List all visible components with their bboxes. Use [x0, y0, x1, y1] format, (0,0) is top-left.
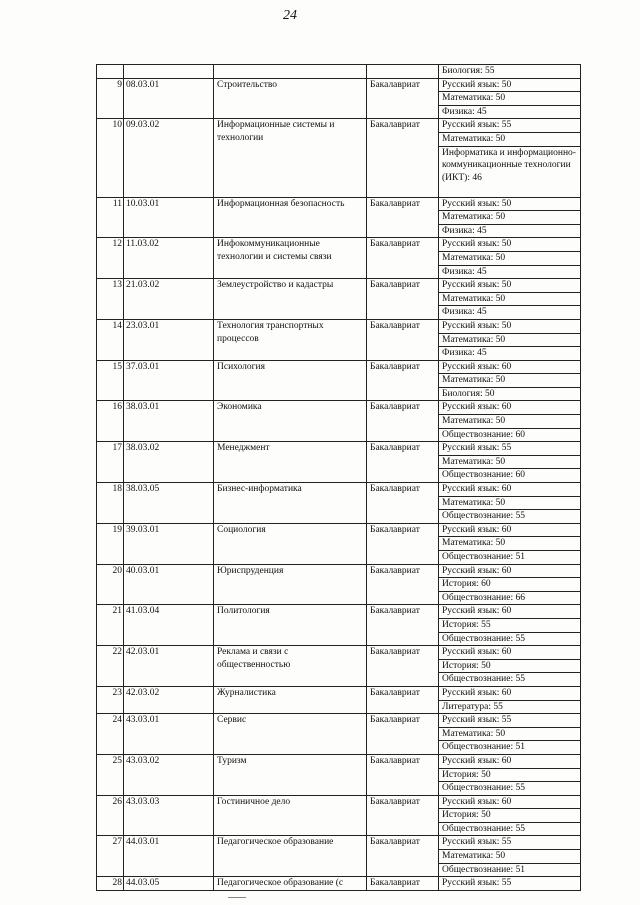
- exam-requirement: Физика: 45: [439, 224, 581, 238]
- row-number: 10: [97, 119, 124, 197]
- program-code: 11.03.02: [124, 238, 214, 279]
- exam-requirement: Обществознание: 55: [439, 510, 581, 524]
- program-code: 43.03.01: [124, 714, 214, 755]
- exam-requirement: Русский язык: 60: [439, 754, 581, 768]
- exam-requirement: Русский язык: 50: [439, 197, 581, 211]
- exam-requirement: Обществознание: 55: [439, 782, 581, 796]
- education-level: Бакалавриат: [367, 197, 439, 238]
- education-level: Бакалавриат: [367, 646, 439, 687]
- program-name: Реклама и связи с общественностью: [214, 646, 367, 687]
- table-row: [97, 65, 581, 79]
- program-name: [214, 65, 367, 79]
- program-code: 44.03.05: [124, 877, 214, 891]
- program-name: Экономика: [214, 401, 367, 442]
- table-row: [97, 754, 581, 768]
- education-level: Бакалавриат: [367, 754, 439, 795]
- program-name: Психология: [214, 360, 367, 401]
- admission-requirements-table: [96, 64, 581, 891]
- exam-requirement: Русский язык: 60: [439, 605, 581, 619]
- exam-requirement: Математика: 50: [439, 537, 581, 551]
- program-code: 23.03.01: [124, 319, 214, 360]
- table-row: [97, 483, 581, 497]
- exam-requirement: Русский язык: 50: [439, 238, 581, 252]
- program-code: [124, 65, 214, 79]
- program-name: Журналистика: [214, 686, 367, 713]
- program-name: Педагогическое образование: [214, 836, 367, 877]
- exam-requirement: Русский язык: 60: [439, 795, 581, 809]
- table-row: [97, 836, 581, 850]
- exam-requirement: Русский язык: 50: [439, 78, 581, 92]
- exam-requirement: Обществознание: 51: [439, 741, 581, 755]
- program-name: Гостиничное дело: [214, 795, 367, 836]
- education-level: Бакалавриат: [367, 795, 439, 836]
- row-number: 13: [97, 279, 124, 320]
- program-name: Политология: [214, 605, 367, 646]
- exam-requirement: Русский язык: 55: [439, 442, 581, 456]
- row-number: 23: [97, 686, 124, 713]
- table-row: [97, 605, 581, 619]
- exam-requirement: Математика: 50: [439, 374, 581, 388]
- program-name: Сервис: [214, 714, 367, 755]
- exam-requirement: Русский язык: 60: [439, 646, 581, 660]
- table-row: [97, 523, 581, 537]
- exam-requirement: Физика: 45: [439, 306, 581, 320]
- row-number: 27: [97, 836, 124, 877]
- exam-requirement: Литература: 55: [439, 700, 581, 714]
- table-row: [97, 319, 581, 333]
- row-number: 21: [97, 605, 124, 646]
- exam-requirement: Математика: 50: [439, 132, 581, 146]
- exam-requirement: Обществознание: 55: [439, 632, 581, 646]
- row-number: 18: [97, 483, 124, 524]
- exam-requirement: Обществознание: 66: [439, 591, 581, 605]
- program-code: 42.03.02: [124, 686, 214, 713]
- program-code: 43.03.03: [124, 795, 214, 836]
- row-number: [97, 65, 124, 79]
- exam-requirement: Биология: 50: [439, 387, 581, 401]
- table-row: [97, 279, 581, 293]
- exam-requirement: Русский язык: 50: [439, 279, 581, 293]
- exam-requirement: История: 50: [439, 659, 581, 673]
- exam-requirement: Математика: 50: [439, 251, 581, 265]
- program-code: 43.03.02: [124, 754, 214, 795]
- exam-requirement: Русский язык: 55: [439, 836, 581, 850]
- exam-requirement: Математика: 50: [439, 850, 581, 864]
- row-number: 12: [97, 238, 124, 279]
- row-number: 28: [97, 877, 124, 891]
- education-level: Бакалавриат: [367, 401, 439, 442]
- row-number: 24: [97, 714, 124, 755]
- program-code: 42.03.01: [124, 646, 214, 687]
- program-code: 39.03.01: [124, 523, 214, 564]
- education-level: Бакалавриат: [367, 836, 439, 877]
- table-row: [97, 197, 581, 211]
- exam-requirement: Обществознание: 51: [439, 551, 581, 565]
- exam-requirement: Русский язык: 60: [439, 483, 581, 497]
- exam-requirement: Математика: 50: [439, 727, 581, 741]
- program-code: 09.03.02: [124, 119, 214, 197]
- exam-requirement: Биология: 55: [439, 65, 581, 79]
- exam-requirement: Обществознание: 51: [439, 863, 581, 877]
- row-number: 16: [97, 401, 124, 442]
- program-name: Юриспруденция: [214, 564, 367, 605]
- table-row: [97, 360, 581, 374]
- exam-requirement: Математика: 50: [439, 333, 581, 347]
- education-level: Бакалавриат: [367, 605, 439, 646]
- exam-requirement: Математика: 50: [439, 455, 581, 469]
- exam-requirement: Обществознание: 60: [439, 428, 581, 442]
- program-code: 41.03.04: [124, 605, 214, 646]
- education-level: Бакалавриат: [367, 483, 439, 524]
- program-code: 38.03.01: [124, 401, 214, 442]
- education-level: Бакалавриат: [367, 523, 439, 564]
- row-number: 19: [97, 523, 124, 564]
- program-code: 08.03.01: [124, 78, 214, 119]
- row-number: 20: [97, 564, 124, 605]
- program-code: 44.03.01: [124, 836, 214, 877]
- row-number: 25: [97, 754, 124, 795]
- exam-requirement: История: 60: [439, 578, 581, 592]
- education-level: Бакалавриат: [367, 360, 439, 401]
- exam-requirement: Русский язык: 60: [439, 686, 581, 700]
- exam-requirement: История: 50: [439, 768, 581, 782]
- exam-requirement: Математика: 50: [439, 496, 581, 510]
- table-row: [97, 877, 581, 891]
- table-row: [97, 646, 581, 660]
- row-number: 9: [97, 78, 124, 119]
- page-number: 24: [283, 8, 297, 23]
- education-level: Бакалавриат: [367, 279, 439, 320]
- education-level: Бакалавриат: [367, 319, 439, 360]
- exam-requirement: Русский язык: 60: [439, 564, 581, 578]
- exam-requirement: Математика: 50: [439, 211, 581, 225]
- program-name: Социология: [214, 523, 367, 564]
- exam-requirement: Математика: 50: [439, 92, 581, 106]
- education-level: Бакалавриат: [367, 238, 439, 279]
- exam-requirement: Информатика и информационно-коммуникационные технологии (ИКТ): 46: [439, 146, 581, 197]
- exam-requirement: Физика: 45: [439, 265, 581, 279]
- education-level: Бакалавриат: [367, 564, 439, 605]
- exam-requirement: Математика: 50: [439, 292, 581, 306]
- program-name: Информационные системы и технологии: [214, 119, 367, 197]
- exam-requirement: Обществознание: 60: [439, 469, 581, 483]
- program-name: Педагогическое образование (с: [214, 877, 367, 891]
- table-row: [97, 686, 581, 700]
- education-level: [367, 65, 439, 79]
- exam-requirement: История: 50: [439, 809, 581, 823]
- program-code: 40.03.01: [124, 564, 214, 605]
- exam-requirement: Русский язык: 60: [439, 401, 581, 415]
- exam-requirement: Физика: 45: [439, 347, 581, 361]
- row-number: 22: [97, 646, 124, 687]
- program-name: Инфокоммуникационные технологии и системы связи: [214, 238, 367, 279]
- education-level: Бакалавриат: [367, 119, 439, 197]
- row-number: 17: [97, 442, 124, 483]
- education-level: Бакалавриат: [367, 78, 439, 119]
- exam-requirement: Русский язык: 60: [439, 523, 581, 537]
- exam-requirement: Русский язык: 55: [439, 877, 581, 891]
- program-code: 38.03.05: [124, 483, 214, 524]
- table-row: [97, 119, 581, 133]
- table-row: [97, 78, 581, 92]
- exam-requirement: Обществознание: 55: [439, 673, 581, 687]
- scan-mark: [228, 897, 246, 898]
- program-code: 38.03.02: [124, 442, 214, 483]
- program-name: Технология транспортных процессов: [214, 319, 367, 360]
- program-code: 21.03.02: [124, 279, 214, 320]
- table-row: [97, 564, 581, 578]
- program-code: 37.03.01: [124, 360, 214, 401]
- table-row: [97, 795, 581, 809]
- exam-requirement: Физика: 45: [439, 105, 581, 119]
- table-row: [97, 401, 581, 415]
- table-row: [97, 714, 581, 728]
- exam-requirement: Обществознание: 55: [439, 822, 581, 836]
- education-level: Бакалавриат: [367, 714, 439, 755]
- row-number: 26: [97, 795, 124, 836]
- program-name: Строительство: [214, 78, 367, 119]
- exam-requirement: Математика: 50: [439, 415, 581, 429]
- program-name: Бизнес-информатика: [214, 483, 367, 524]
- row-number: 11: [97, 197, 124, 238]
- exam-requirement: Русский язык: 55: [439, 714, 581, 728]
- education-level: Бакалавриат: [367, 686, 439, 713]
- exam-requirement: Русский язык: 55: [439, 119, 581, 133]
- table-row: [97, 442, 581, 456]
- exam-requirement: Русский язык: 50: [439, 319, 581, 333]
- row-number: 15: [97, 360, 124, 401]
- exam-requirement: Русский язык: 60: [439, 360, 581, 374]
- program-name: Землеустройство и кадастры: [214, 279, 367, 320]
- program-code: 10.03.01: [124, 197, 214, 238]
- row-number: 14: [97, 319, 124, 360]
- program-name: Менеджмент: [214, 442, 367, 483]
- program-name: Информационная безопасность: [214, 197, 367, 238]
- education-level: Бакалавриат: [367, 877, 439, 891]
- table-row: [97, 238, 581, 252]
- program-name: Туризм: [214, 754, 367, 795]
- exam-requirement: История: 55: [439, 618, 581, 632]
- education-level: Бакалавриат: [367, 442, 439, 483]
